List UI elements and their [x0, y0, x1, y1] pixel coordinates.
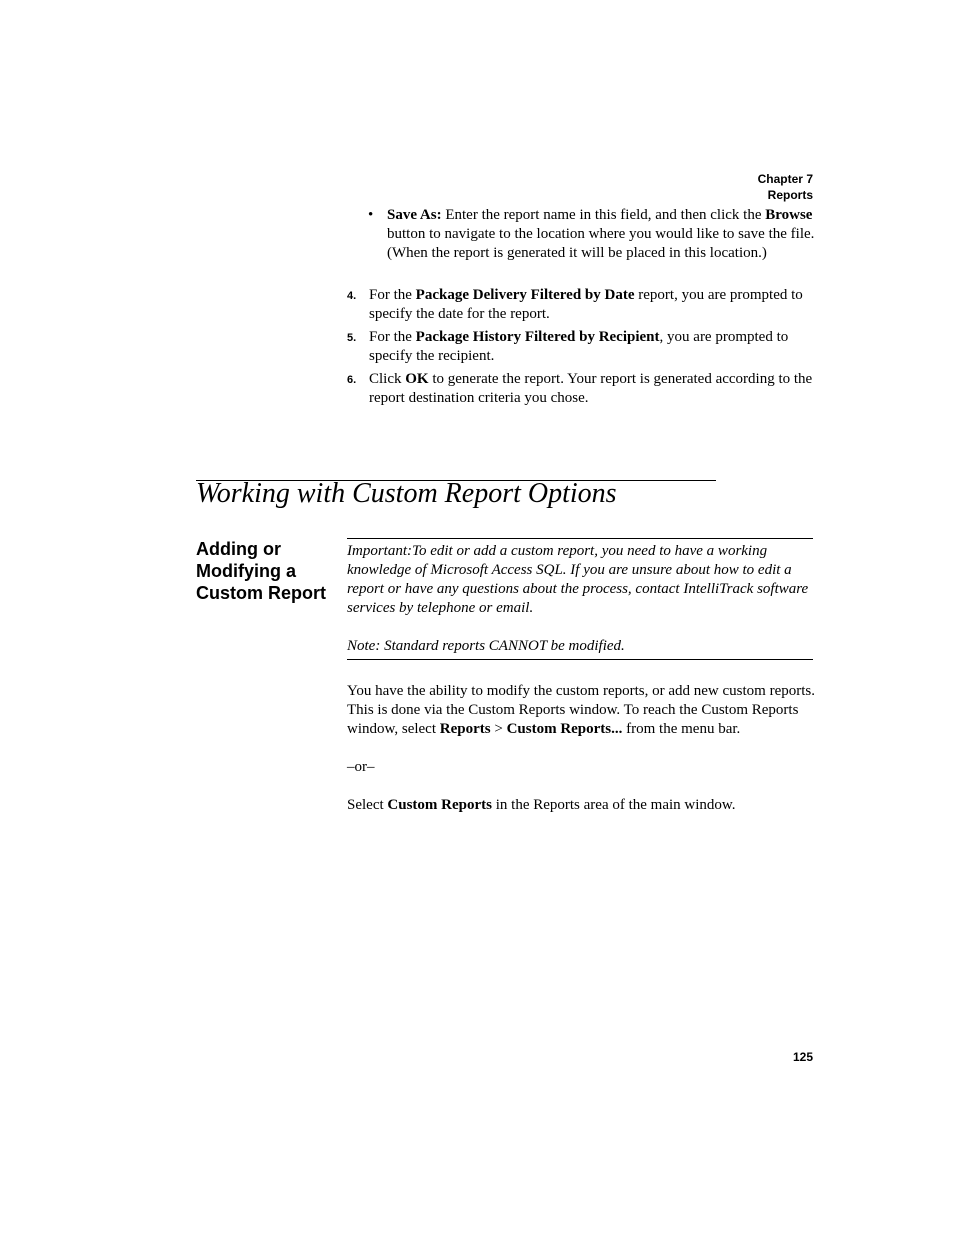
note-text: Note: Standard reports CANNOT be modified.: [347, 638, 625, 654]
main-body: [347, 682, 817, 834]
step-number: 4.: [347, 290, 357, 302]
step-number: 5.: [347, 332, 357, 344]
para2-text-pre: Select: [347, 797, 388, 813]
section-title: Working with Custom Report Options: [196, 478, 617, 509]
important-text: Important:To edit or add a custom report, you need to have a working knowledge of Microsoft Access SQL. If you are unsure about how to edit a report or have any questions about the process, contact IntelliTrack software services by telephone or email.: [347, 543, 809, 616]
step-5: [347, 328, 817, 366]
step-content: [369, 370, 817, 408]
numbered-steps: [347, 286, 817, 412]
step-text-bold: OK: [405, 371, 429, 387]
bullet-text-1: Enter the report name in this field, and then click the: [441, 207, 766, 223]
step-content: [369, 286, 817, 324]
bullet-marker: •: [368, 207, 374, 223]
paragraph-select-custom: [347, 796, 817, 815]
save-as-bullet: [368, 206, 818, 263]
paragraph-custom-reports: [347, 682, 817, 739]
bullet-bold-browse: Browse: [765, 207, 813, 223]
para1-text-pre: You have the ability to modify the custom reports, or add new custom reports. This is done via the Custom Reports window. To reach the Custom Reports window, select: [347, 683, 815, 737]
step-6: [347, 370, 817, 408]
para2-bold: Custom Reports: [387, 797, 492, 813]
running-header: [758, 171, 813, 203]
step-text-pre: Click: [369, 371, 406, 387]
bullet-term: Save As:: [387, 207, 442, 223]
step-text-post: , you are prompted to specify the recipient.: [369, 329, 789, 364]
step-number: 6.: [347, 374, 357, 386]
section-label: Reports: [767, 188, 813, 202]
step-text-bold: Package History Filtered by Recipient: [415, 329, 660, 345]
step-4: [347, 286, 817, 324]
bullet-content: [387, 206, 818, 263]
step-text-post: to generate the report. Your report is generated according to the report destination criteria you chose.: [369, 371, 813, 406]
step-text-pre: For the: [369, 329, 416, 345]
para2-text-post: in the Reports area of the main window.: [491, 797, 736, 813]
step-content: [369, 328, 817, 366]
or-separator: –or–: [347, 759, 375, 775]
important-note-box: [347, 538, 813, 660]
bullet-text-2: button to navigate to the location where you would like to save the file. (When the report is generated it will be placed in this location.): [387, 226, 815, 261]
step-text-bold: Package Delivery Filtered by Date: [415, 287, 635, 303]
step-text-post: report, you are prompted to specify the date for the report.: [369, 287, 803, 322]
para1-text-post: from the menu bar.: [622, 721, 741, 737]
para1-text-mid: >: [490, 721, 507, 737]
step-text-pre: For the: [369, 287, 416, 303]
para1-bold-reports: Reports: [439, 721, 491, 737]
para1-bold-custom-reports: Custom Reports...: [506, 721, 623, 737]
chapter-label: Chapter 7: [757, 172, 813, 186]
side-heading: Adding or Modifying a Custom Report: [196, 539, 326, 603]
page-number: 125: [792, 1050, 813, 1064]
